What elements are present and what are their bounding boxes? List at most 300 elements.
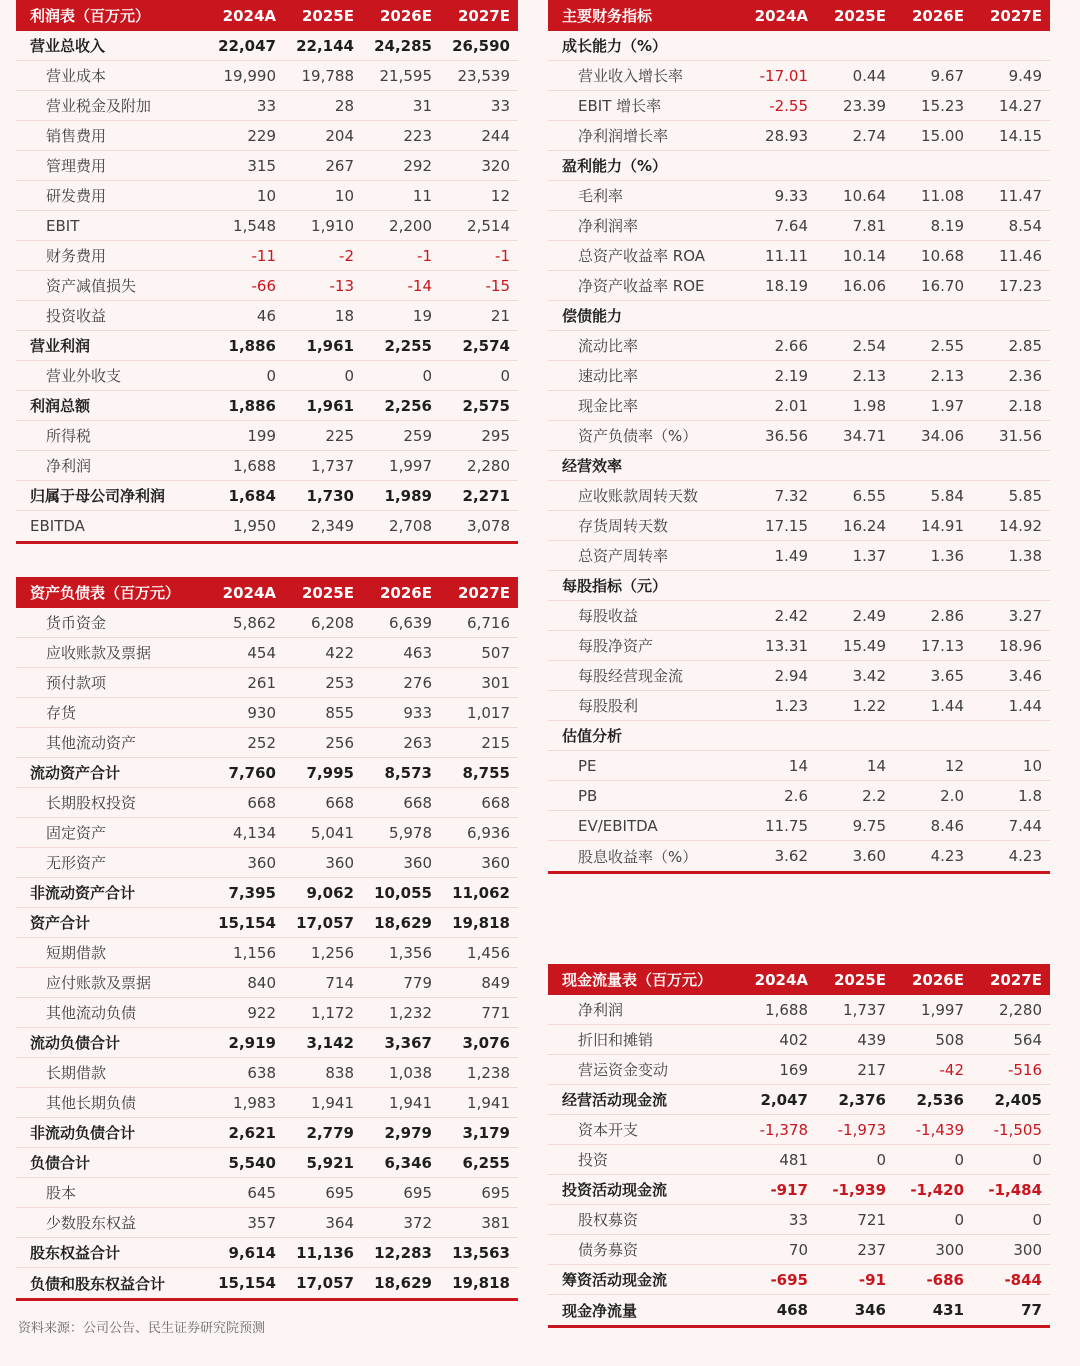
- row-label: 长期股权投资: [46, 794, 137, 812]
- cell-value: 6,716: [467, 613, 510, 632]
- cell-value: 244: [481, 126, 510, 145]
- cell-value: 2.86: [930, 606, 964, 625]
- cell-value: 2,047: [760, 1090, 808, 1109]
- cell-value: 1,910: [311, 216, 354, 235]
- table-header: [548, 0, 1050, 31]
- cell-value: 34.06: [921, 426, 964, 445]
- table-row: [16, 271, 518, 301]
- cell-value: 2,708: [389, 517, 432, 535]
- row-label: 流动比率: [578, 337, 639, 355]
- cell-value: -42: [939, 1060, 964, 1079]
- cell-value: 229: [247, 126, 276, 145]
- row-label: 股权募资: [578, 1211, 639, 1229]
- cell-value: 431: [932, 1301, 964, 1319]
- table-row: [548, 751, 1050, 781]
- column-header: 2027E: [458, 6, 510, 25]
- row-label: 少数股东权益: [46, 1214, 137, 1232]
- column-header: 2024A: [754, 6, 808, 25]
- cell-value: 2.94: [774, 666, 808, 685]
- cell-value: 3.60: [852, 847, 886, 865]
- cell-value: 11.08: [921, 186, 964, 205]
- table-row: [548, 541, 1050, 571]
- table-row: [16, 938, 518, 968]
- row-label: 归属于母公司净利润: [30, 487, 166, 505]
- cell-value: 3.46: [1008, 666, 1042, 685]
- cell-value: 1.49: [774, 546, 808, 565]
- table-row: [548, 1115, 1050, 1145]
- cell-value: 259: [403, 426, 432, 445]
- cell-value: 1.44: [1008, 696, 1042, 715]
- cell-value: 1,961: [306, 336, 354, 355]
- cell-value: 930: [247, 703, 276, 722]
- cell-value: 2.36: [1008, 366, 1042, 385]
- cell-value: 360: [403, 853, 432, 872]
- cell-value: 695: [403, 1183, 432, 1202]
- table-row: [548, 631, 1050, 661]
- cell-value: 1.98: [852, 396, 886, 415]
- cell-value: 5,041: [311, 823, 354, 842]
- cell-value: 315: [247, 156, 276, 175]
- table-row: [16, 1178, 518, 1208]
- cell-value: -11: [251, 246, 276, 265]
- cell-value: 5,921: [306, 1153, 354, 1172]
- cell-value: 237: [857, 1240, 886, 1259]
- row-label: 投资活动现金流: [562, 1181, 668, 1199]
- table-row: [16, 998, 518, 1028]
- cell-value: 19,990: [223, 66, 276, 85]
- cell-value: -1,505: [993, 1120, 1042, 1139]
- cell-value: 10.64: [843, 186, 886, 205]
- cell-value: 24,285: [374, 36, 432, 55]
- cell-value: 5.84: [930, 486, 964, 505]
- column-header: 2026E: [380, 583, 432, 602]
- row-label: 每股净资产: [578, 637, 654, 655]
- cell-value: -1,378: [759, 1120, 808, 1139]
- table-row: [548, 511, 1050, 541]
- cell-value: 3,179: [462, 1123, 510, 1142]
- cell-value: 2,271: [462, 486, 510, 505]
- cell-value: -844: [1004, 1270, 1042, 1289]
- cell-value: 19,818: [452, 1274, 510, 1292]
- cell-value: -1: [495, 246, 510, 265]
- cell-value: 19,818: [452, 913, 510, 932]
- cell-value: 11,062: [452, 883, 510, 902]
- cell-value: 1,961: [306, 396, 354, 415]
- table-row: [548, 1265, 1050, 1295]
- cell-value: 0: [422, 366, 432, 385]
- cell-value: 1,688: [765, 1000, 808, 1019]
- table-row: [16, 1268, 518, 1298]
- cell-value: 14.27: [999, 96, 1042, 115]
- cell-value: 16.70: [921, 276, 964, 295]
- cell-value: 2.74: [852, 126, 886, 145]
- table-row: [548, 61, 1050, 91]
- cell-value: 292: [403, 156, 432, 175]
- cell-value: 9,614: [228, 1243, 276, 1262]
- cell-value: 8.19: [930, 216, 964, 235]
- row-label: 净资产收益率 ROE: [578, 277, 705, 295]
- cell-value: 1,172: [311, 1003, 354, 1022]
- table-row: [548, 1205, 1050, 1235]
- row-label: 总资产周转率: [578, 547, 669, 565]
- cell-value: -1: [417, 246, 432, 265]
- cell-value: 1,684: [228, 486, 276, 505]
- cell-value: 1,730: [306, 486, 354, 505]
- cell-value: 721: [857, 1210, 886, 1229]
- cell-value: 2.85: [1008, 336, 1042, 355]
- cell-value: 7,395: [228, 883, 276, 902]
- cell-value: 36.56: [765, 426, 808, 445]
- cell-value: 2,536: [916, 1090, 964, 1109]
- cell-value: -91: [858, 1270, 886, 1289]
- table-row: [16, 818, 518, 848]
- cell-value: 18: [334, 306, 354, 325]
- cell-value: 199: [247, 426, 276, 445]
- cell-value: 564: [1013, 1030, 1042, 1049]
- row-label: 利润总额: [30, 397, 91, 415]
- table-row: [16, 31, 518, 61]
- table-row: [16, 331, 518, 361]
- column-header: 2024A: [222, 583, 276, 602]
- table-row: [16, 121, 518, 151]
- cell-value: 263: [403, 733, 432, 752]
- cell-value: 301: [481, 673, 510, 692]
- cell-value: 468: [776, 1301, 808, 1319]
- table-row: [548, 481, 1050, 511]
- cell-value: 1,548: [233, 216, 276, 235]
- cell-value: 0: [1032, 1210, 1042, 1229]
- cell-value: 2.6: [784, 786, 808, 805]
- cell-value: 33: [788, 1210, 808, 1229]
- cell-value: 1,989: [384, 486, 432, 505]
- row-label: 净利润增长率: [578, 127, 669, 145]
- table-row: [16, 1118, 518, 1148]
- cell-value: 508: [935, 1030, 964, 1049]
- row-label: 资产合计: [30, 914, 91, 932]
- cell-value: 3.42: [852, 666, 886, 685]
- row-label: 资产负债率（%）: [578, 427, 698, 445]
- cell-value: -2: [339, 246, 354, 265]
- row-label: 财务费用: [46, 247, 107, 265]
- cell-value: 10,055: [374, 883, 432, 902]
- table-row: [548, 451, 1050, 481]
- cell-value: 12: [490, 186, 510, 205]
- column-header: 2026E: [912, 6, 964, 25]
- row-label: 其他流动负债: [46, 1004, 137, 1022]
- cell-value: 15.49: [843, 636, 886, 655]
- cell-value: 1.37: [852, 546, 886, 565]
- row-label: 负债合计: [30, 1154, 91, 1172]
- row-label: 应收账款周转天数: [578, 487, 699, 505]
- cell-value: 1,886: [228, 396, 276, 415]
- cell-value: 2,779: [306, 1123, 354, 1142]
- cell-value: -917: [770, 1180, 808, 1199]
- cell-value: 346: [854, 1301, 886, 1319]
- cell-value: 1,997: [921, 1000, 964, 1019]
- table-row: [548, 241, 1050, 271]
- cell-value: -1,973: [837, 1120, 886, 1139]
- cell-value: 2.66: [774, 336, 808, 355]
- table-row: [548, 211, 1050, 241]
- cell-value: 5,540: [228, 1153, 276, 1172]
- cell-value: 10: [334, 186, 354, 205]
- source-note: 资料来源：公司公告、民生证券研究院预测: [18, 1321, 266, 1336]
- cell-value: 695: [481, 1183, 510, 1202]
- cell-value: -66: [251, 276, 276, 295]
- cell-value: 15,154: [218, 913, 276, 932]
- table-row: [548, 691, 1050, 721]
- table-row: [548, 421, 1050, 451]
- cell-value: 2,575: [462, 396, 510, 415]
- cell-value: 2,349: [311, 517, 354, 535]
- cell-value: 422: [325, 643, 354, 662]
- cell-value: 668: [325, 793, 354, 812]
- table-row: [548, 995, 1050, 1025]
- table-header: [16, 0, 518, 31]
- cell-value: 7,760: [228, 763, 276, 782]
- row-label: 成长能力（%）: [562, 37, 668, 55]
- cell-value: 10.68: [921, 246, 964, 265]
- cell-value: 33: [256, 96, 276, 115]
- row-label: 营业外收支: [46, 367, 122, 385]
- cell-value: 256: [325, 733, 354, 752]
- cell-value: 6,936: [467, 823, 510, 842]
- cell-value: 695: [325, 1183, 354, 1202]
- row-label: 投资: [578, 1151, 609, 1169]
- cell-value: 11.47: [999, 186, 1042, 205]
- table-row: [16, 698, 518, 728]
- cell-value: -13: [329, 276, 354, 295]
- cell-value: 13.31: [765, 636, 808, 655]
- cell-value: 15.00: [921, 126, 964, 145]
- cell-value: 77: [1021, 1301, 1042, 1319]
- table-row: [548, 31, 1050, 61]
- cell-value: 1,232: [389, 1003, 432, 1022]
- cell-value: 9.49: [1008, 66, 1042, 85]
- cell-value: 838: [325, 1063, 354, 1082]
- table-row: [548, 811, 1050, 841]
- cell-value: 357: [247, 1213, 276, 1232]
- table-row: [548, 1055, 1050, 1085]
- cash-flow-table: [548, 964, 1050, 1328]
- cell-value: 9.75: [852, 816, 886, 835]
- cell-value: 4.23: [930, 847, 964, 865]
- cell-value: 300: [935, 1240, 964, 1259]
- table-title: 现金流量表（百万元）: [562, 971, 713, 989]
- cell-value: 0: [1032, 1150, 1042, 1169]
- cell-value: 16.06: [843, 276, 886, 295]
- cell-value: 439: [857, 1030, 886, 1049]
- cell-value: 6.55: [852, 486, 886, 505]
- cell-value: 2,979: [384, 1123, 432, 1142]
- table-row: [16, 1238, 518, 1268]
- cell-value: 6,208: [311, 613, 354, 632]
- cell-value: 18.96: [999, 636, 1042, 655]
- row-label: 净利润率: [578, 217, 639, 235]
- cell-value: 2.0: [940, 786, 964, 805]
- column-header: 2026E: [380, 6, 432, 25]
- row-label: 流动负债合计: [30, 1034, 121, 1052]
- table-title: 资产负债表（百万元）: [30, 584, 181, 602]
- cell-value: 922: [247, 1003, 276, 1022]
- cell-value: 9.67: [930, 66, 964, 85]
- cell-value: 223: [403, 126, 432, 145]
- cell-value: 2,256: [384, 396, 432, 415]
- cell-value: 2.18: [1008, 396, 1042, 415]
- row-label: EV/EBITDA: [578, 816, 658, 835]
- cell-value: 6,255: [462, 1153, 510, 1172]
- cell-value: 360: [247, 853, 276, 872]
- cell-value: 14.91: [921, 516, 964, 535]
- cell-value: 360: [325, 853, 354, 872]
- cell-value: 267: [325, 156, 354, 175]
- column-header: 2026E: [912, 970, 964, 989]
- row-label: 所得税: [46, 427, 92, 445]
- cell-value: 2.19: [774, 366, 808, 385]
- cell-value: 0: [954, 1210, 964, 1229]
- cell-value: 849: [481, 973, 510, 992]
- table-row: [16, 301, 518, 331]
- cell-value: 2.13: [930, 366, 964, 385]
- cell-value: 10: [256, 186, 276, 205]
- table-row: [548, 181, 1050, 211]
- row-label: 营业成本: [46, 67, 107, 85]
- row-label: 经营效率: [562, 457, 623, 475]
- cell-value: 4,134: [233, 823, 276, 842]
- cell-value: 17.13: [921, 636, 964, 655]
- cell-value: 15.23: [921, 96, 964, 115]
- cell-value: -516: [1007, 1060, 1042, 1079]
- cell-value: 1,356: [389, 943, 432, 962]
- cell-value: 8,573: [384, 763, 432, 782]
- table-row: [16, 1058, 518, 1088]
- cell-value: 1,017: [467, 703, 510, 722]
- cell-value: 1,688: [233, 456, 276, 475]
- cell-value: 463: [403, 643, 432, 662]
- row-label: EBITDA: [30, 517, 85, 535]
- row-label: EBIT: [46, 216, 80, 235]
- table-row: [16, 91, 518, 121]
- cell-value: 17,057: [296, 913, 354, 932]
- cell-value: 295: [481, 426, 510, 445]
- cell-value: 2,280: [999, 1000, 1042, 1019]
- row-label: 营业税金及附加: [46, 97, 152, 115]
- row-label: 营业总收入: [30, 37, 106, 55]
- row-label: 货币资金: [46, 614, 107, 632]
- cell-value: 225: [325, 426, 354, 445]
- cell-value: 22,144: [296, 36, 354, 55]
- cell-value: -1,439: [915, 1120, 964, 1139]
- cell-value: 14: [866, 756, 886, 775]
- cell-value: 1,038: [389, 1063, 432, 1082]
- column-header: 2025E: [834, 6, 886, 25]
- table-row: [548, 1235, 1050, 1265]
- row-label: 经营活动现金流: [562, 1091, 668, 1109]
- cell-value: 402: [779, 1030, 808, 1049]
- cell-value: 0: [876, 1150, 886, 1169]
- cell-value: 507: [481, 643, 510, 662]
- cell-value: 12,283: [374, 1243, 432, 1262]
- cell-value: 2,405: [994, 1090, 1042, 1109]
- row-label: 投资收益: [46, 307, 107, 325]
- cell-value: 4.23: [1008, 847, 1042, 865]
- row-label: 营业收入增长率: [578, 67, 684, 85]
- column-header: 2027E: [458, 583, 510, 602]
- row-label: 短期借款: [46, 944, 107, 962]
- cell-value: 2,621: [228, 1123, 276, 1142]
- row-label: 盈利能力（%）: [562, 157, 668, 175]
- table-row: [16, 908, 518, 938]
- cell-value: 14.92: [999, 516, 1042, 535]
- row-label: 毛利率: [578, 187, 624, 205]
- cell-value: -686: [926, 1270, 964, 1289]
- column-header: 2024A: [754, 970, 808, 989]
- cell-value: 5,862: [233, 613, 276, 632]
- table-row: [16, 451, 518, 481]
- table-row: [16, 61, 518, 91]
- cell-value: 1.36: [930, 546, 964, 565]
- table-row: [548, 1295, 1050, 1325]
- table-row: [548, 1175, 1050, 1205]
- cell-value: 3.27: [1008, 606, 1042, 625]
- cell-value: 276: [403, 673, 432, 692]
- cell-value: 10.14: [843, 246, 886, 265]
- income-statement-table: [16, 0, 518, 544]
- table-row: [548, 841, 1050, 871]
- table-title: 主要财务指标: [562, 7, 653, 25]
- cell-value: 714: [325, 973, 354, 992]
- cell-value: 360: [481, 853, 510, 872]
- row-label: PE: [578, 756, 597, 775]
- cell-value: 1,256: [311, 943, 354, 962]
- cell-value: 3.62: [774, 847, 808, 865]
- cell-value: 3.65: [930, 666, 964, 685]
- column-header: 2027E: [990, 970, 1042, 989]
- cell-value: 0.44: [852, 66, 886, 85]
- cell-value: 2,919: [228, 1033, 276, 1052]
- cell-value: 1,238: [467, 1063, 510, 1082]
- row-label: 预付款项: [46, 674, 107, 692]
- cell-value: 13,563: [452, 1243, 510, 1262]
- cell-value: 23,539: [457, 66, 510, 85]
- cell-value: -2.55: [769, 96, 808, 115]
- cell-value: 2.55: [930, 336, 964, 355]
- cell-value: 454: [247, 643, 276, 662]
- cell-value: 2,280: [467, 456, 510, 475]
- table-row: [548, 331, 1050, 361]
- cell-value: 26,590: [452, 36, 510, 55]
- row-label: 资本开支: [578, 1121, 639, 1139]
- cell-value: 933: [403, 703, 432, 722]
- cell-value: 33: [490, 96, 510, 115]
- cell-value: 1.22: [852, 696, 886, 715]
- right-column: [548, 0, 1050, 1336]
- cell-value: 34.71: [843, 426, 886, 445]
- table-row: [16, 878, 518, 908]
- cell-value: -14: [407, 276, 432, 295]
- table-row: [16, 638, 518, 668]
- cell-value: 31.56: [999, 426, 1042, 445]
- cell-value: -1,939: [832, 1180, 886, 1199]
- cell-value: 2.49: [852, 606, 886, 625]
- cell-value: 668: [481, 793, 510, 812]
- table-row: [16, 511, 518, 541]
- cell-value: 481: [779, 1150, 808, 1169]
- row-label: 股本: [46, 1184, 77, 1202]
- cell-value: 2.13: [852, 366, 886, 385]
- table-row: [16, 758, 518, 788]
- cell-value: -15: [485, 276, 510, 295]
